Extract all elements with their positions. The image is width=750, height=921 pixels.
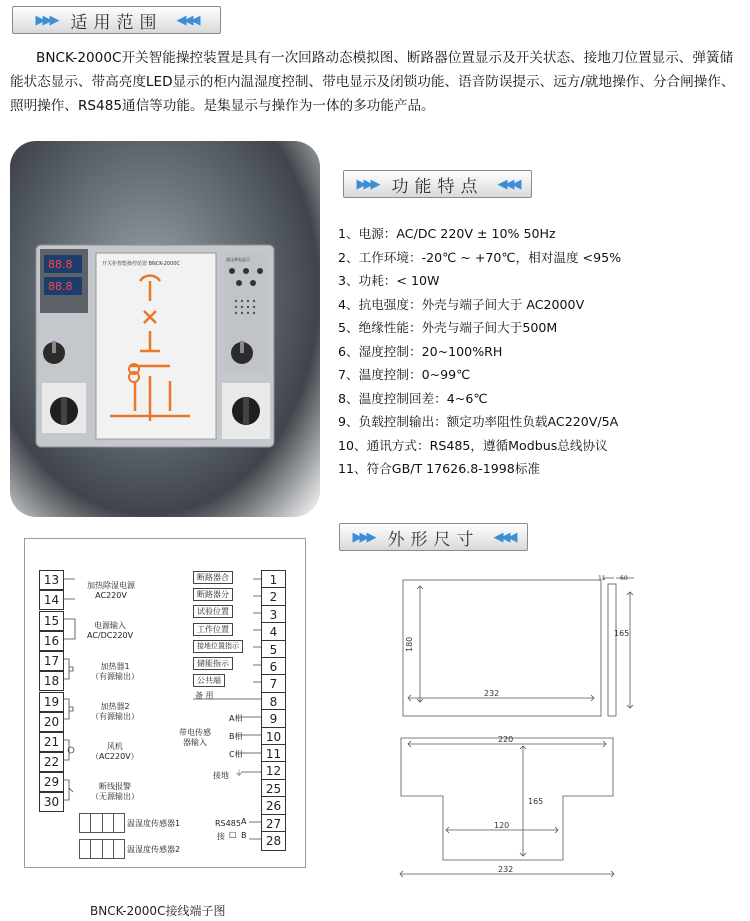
sensor1-label: 温湿度传感器1 [127,819,181,828]
sensor2-label: 温湿度传感器2 [127,845,181,854]
wiring-lines [25,539,305,867]
phase-c-label: C相 [229,750,243,759]
rs485-sub-label: 接 [217,832,225,841]
terminal-label: 电源输入 AC/DC220V [87,621,134,640]
dimensions-header [339,523,528,551]
front-height-label: 180 [405,636,414,652]
feature-item: 7、温度控制：0~99℃ [338,367,471,382]
feature-item: 1、电源：AC/DC 220V ± 10% 50Hz [338,226,556,241]
right-arrows-icon: ▶▶▶ [35,12,57,28]
terminal-8: 8 [261,692,286,712]
features-title: 功能特点 [391,176,484,197]
terminal-2: 2 [261,587,286,607]
terminal-29: 29 [39,772,64,792]
terminal-17: 17 [39,651,64,671]
feature-item: 6、湿度控制：20~100%RH [338,343,503,359]
terminal-12: 12 [261,761,286,781]
product-photo [10,141,320,517]
terminal-label: 加热除湿电源 AC220V [87,581,135,600]
ground-label: 接地 [213,771,229,780]
terminal-13: 13 [39,570,64,590]
terminal-16: 16 [39,631,64,651]
left-arrows-icon: ◀◀◀ [176,12,198,28]
terminal-4: 4 [261,622,286,642]
terminal-28: 28 [261,831,286,851]
terminal-7: 7 [261,674,286,694]
front-width-label: 232 [484,689,500,698]
terminal-label: 加热器2 （有源输出） [91,702,139,721]
terminal-20: 20 [39,712,64,732]
spare-label: 备 用 [195,691,214,700]
features-header [343,170,532,198]
terminal-label-box: 试验位置 [193,605,233,618]
wiring-diagram [24,538,306,868]
terminal-label-box: 储能指示 [193,657,233,670]
terminal-18: 18 [39,671,64,691]
terminal-3: 3 [261,605,286,625]
scope-title: 适用范围 [70,12,163,33]
device-illustration [10,141,320,517]
terminal-label-box: 断路器分 [193,588,233,601]
terminal-6: 6 [261,657,286,677]
terminal-22: 22 [39,752,64,772]
terminal-10: 10 [261,727,286,747]
svg-text:88.8: 88.8 [48,258,73,271]
terminal-label-box: 工作位置 [193,623,233,636]
cutout-bottom-label: 232 [498,865,514,874]
terminal-25: 25 [261,779,286,799]
right-arrows-icon: ▶▶▶ [352,529,374,545]
rs485-a-label: A [241,817,247,826]
terminal-label: 断线报警 （无源输出） [91,782,139,801]
terminal-19: 19 [39,692,64,712]
terminal-27: 27 [261,814,286,834]
svg-text:高压带电显示: 高压带电显示 [226,257,250,262]
intro-paragraph: BNCK-2000C开关智能操控装置是具有一次回路动态模拟图、断路器位置显示及开关状态、接地刀位置显示、弹簧储能状态显示、带高亮度LED显示的柜内温湿度控制、带电显示及闭锁功能、语音防误提示、远方/就地操作、分合闸操作、照明操作、RS485通信等功能。是集显示与操作为一体的多功能产品。 [10,50,735,114]
terminal-label-box: 断路器合 [193,571,233,584]
terminal-14: 14 [39,590,64,610]
feature-item: 3、功耗：< 10W [338,273,440,288]
wiring-caption: BNCK-2000C接线端子图 [90,904,226,918]
rs485-box-icon: □ [229,830,237,839]
left-arrows-icon: ◀◀◀ [497,176,519,192]
dimension-drawings [398,570,728,890]
ground-icon: ⏚ [235,769,243,778]
terminal-26: 26 [261,796,286,816]
feature-item: 2、工作环境：-20℃ ~ +70℃，相对温度 <95% [338,249,622,265]
terminal-label-box: 公共端 [193,674,225,687]
scope-header [12,6,221,34]
dimensions-title: 外形尺寸 [387,529,480,550]
terminal-1: 1 [261,570,286,590]
sensor-input-label: 带电传感 器输入 [179,728,211,747]
terminal-30: 30 [39,792,64,812]
side-depth1-label: 11 [598,575,606,582]
terminal-label: 加热器1 （有源输出） [91,662,139,681]
svg-text:开关柜智能操控装置 BNCK-2000C: 开关柜智能操控装置 BNCK-2000C [102,261,181,267]
cutout-height-label: 165 [528,797,544,806]
feature-item: 4、抗电强度：外壳与端子间大于 AC2000V [338,296,585,312]
feature-item: 5、绝缘性能：外壳与端子间大于500M [338,320,558,335]
phase-a-label: A相 [229,714,243,723]
terminal-11: 11 [261,744,286,764]
rs485-b-label: B [241,831,247,840]
terminal-21: 21 [39,732,64,752]
side-depth2-label: 60 [620,575,628,582]
phase-b-label: B相 [229,732,243,741]
terminal-label: 风机 （AC220V） [91,742,139,761]
svg-text:88.8: 88.8 [48,280,73,293]
right-arrows-icon: ▶▶▶ [356,176,378,192]
feature-item: 11、符合GB/T 17626.8-1998标准 [338,461,541,476]
terminal-label-box: 接地位置指示 [193,640,243,653]
feature-item: 8、温度控制回差：4~6℃ [338,390,488,406]
terminal-9: 9 [261,709,286,729]
left-arrows-icon: ◀◀◀ [493,529,515,545]
cutout-middle-label: 120 [494,821,510,830]
terminal-15: 15 [39,611,64,631]
features-list [338,222,621,481]
rs485-label: RS485 [215,819,241,828]
feature-item: 9、负载控制输出：额定功率阻性负载AC220V/5A [338,414,619,429]
feature-item: 10、通讯方式：RS485，遵循Modbus总线协议 [338,437,608,453]
terminal-5: 5 [261,640,286,660]
cutout-top-label: 220 [498,735,514,744]
side-height-label: 165 [614,629,630,638]
